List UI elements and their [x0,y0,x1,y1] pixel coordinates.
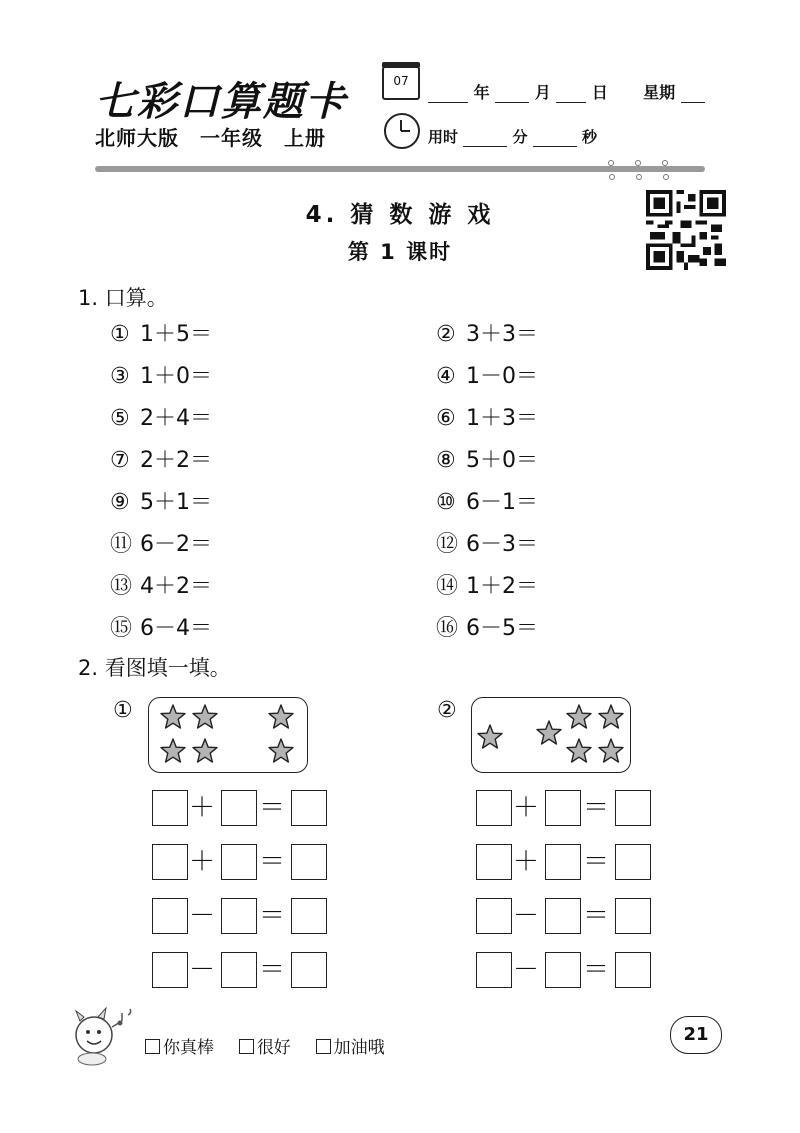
problem-marker: ⑦ [110,448,130,473]
oral-calc-problem [110,359,272,390]
star-icon [566,738,592,764]
answer-box[interactable] [152,898,188,934]
answer-box[interactable] [545,898,581,934]
star-icon [160,704,186,730]
date-fields [428,80,705,103]
oral-calc-problem [110,443,272,474]
problem-marker: ⑧ [436,448,456,473]
clock-icon [384,113,420,149]
problem-marker: ⑥ [436,406,456,431]
problem-marker: ⑨ [110,490,130,515]
answer-box[interactable] [291,898,327,934]
star-icon [192,704,218,730]
problem-expression: 2＋2＝ [140,448,212,473]
oral-calc-problem [436,359,598,390]
oral-calc-problem [436,443,598,474]
oral-calc-problem [110,569,272,600]
problem-marker: ① [110,322,130,347]
option-great: 你真棒 [163,1038,214,1058]
answer-box[interactable] [291,952,327,988]
problem-expression: 1＋3＝ [466,406,538,431]
section-2-heading: 2. 看图填一填。 [78,656,231,680]
answer-box[interactable] [615,898,651,934]
binder-ring-icon [661,160,667,180]
operator: ＝ [259,955,286,985]
oral-calc-problem [436,401,598,432]
option-keep-going: 加油哦 [333,1038,385,1058]
problem-expression: 6－4＝ [140,616,212,641]
operator: ＋ [513,793,540,823]
operator: － [189,955,216,985]
operator: ＝ [583,955,610,985]
problem-expression: 6－1＝ [466,490,538,515]
operator: ＝ [583,793,610,823]
minute-label: 分 [512,128,528,146]
oral-calc-problem [436,527,598,558]
problem-marker: ④ [436,364,456,389]
problem-expression: 6－5＝ [466,616,538,641]
checkbox-keep-going[interactable] [316,1039,331,1054]
checkbox-good[interactable] [239,1039,254,1054]
operator: － [513,901,540,931]
problem-expression: 3＋3＝ [466,322,538,347]
problem-expression: 6－2＝ [140,532,212,557]
lesson-subtitle: 第 1 课时 [347,240,453,264]
calendar-number: 07 [393,74,409,88]
star-icon [268,704,294,730]
operator: ＝ [259,793,286,823]
section-1-heading: 1. 口算。 [78,286,168,310]
problem-expression: 6－3＝ [466,532,538,557]
problem-expression: 5＋1＝ [140,490,212,515]
star-icon [477,724,503,750]
answer-box[interactable] [152,952,188,988]
star-icon [268,738,294,764]
year-blank[interactable] [428,102,468,103]
oral-calc-problem [110,317,272,348]
answer-box[interactable] [221,898,257,934]
time-fields [428,126,597,147]
page-number: 21 [670,1016,722,1054]
second-label: 秒 [581,128,597,146]
operator: ＝ [259,901,286,931]
problem-expression: 1－0＝ [466,364,538,389]
operator: － [513,955,540,985]
answer-box[interactable] [221,952,257,988]
problem-marker: ⑫ [436,532,459,557]
answer-box[interactable] [221,790,257,826]
problem-marker: ⑪ [110,532,133,557]
answer-box[interactable] [545,844,581,880]
operator: ＋ [189,847,216,877]
calendar-icon [382,66,420,100]
self-evaluation [145,1033,385,1058]
oral-calc-problem [110,611,272,642]
figure-marker: ① [113,698,133,723]
oral-calc-problem [436,569,598,600]
answer-box[interactable] [615,844,651,880]
answer-box[interactable] [152,844,188,880]
problem-expression: 1＋0＝ [140,364,212,389]
binder-ring-icon [634,160,640,180]
star-icon [536,720,562,746]
problem-marker: ⑤ [110,406,130,431]
minute-blank[interactable] [463,146,507,147]
star-icon [192,738,218,764]
oral-calc-problem [436,611,598,642]
problem-marker: ⑬ [110,574,133,599]
answer-box[interactable] [545,790,581,826]
answer-box[interactable] [615,952,651,988]
problem-expression: 1＋2＝ [466,574,538,599]
problem-marker: ② [436,322,456,347]
problem-marker: ③ [110,364,130,389]
answer-box[interactable] [545,952,581,988]
answer-box[interactable] [221,844,257,880]
problem-marker: ⑮ [110,616,133,641]
second-blank[interactable] [533,146,577,147]
answer-box[interactable] [476,790,512,826]
oral-calc-problem [110,527,272,558]
day-blank[interactable] [556,102,586,103]
problem-expression: 4＋2＝ [140,574,212,599]
oral-calc-problem [436,485,598,516]
answer-box[interactable] [152,790,188,826]
operator: ＝ [583,901,610,931]
operator: － [189,901,216,931]
checkbox-great[interactable] [145,1039,160,1054]
star-icon [598,704,624,730]
answer-box[interactable] [476,844,512,880]
year-label: 年 [473,83,490,102]
operator: ＝ [259,847,286,877]
month-label: 月 [534,83,551,102]
answer-box[interactable] [476,898,512,934]
star-icon [598,738,624,764]
header-divider [95,166,705,172]
answer-box[interactable] [476,952,512,988]
figure-marker: ② [437,698,457,723]
lesson-title: 4. 猜 数 游 戏 [305,202,495,228]
problem-expression: 2＋4＝ [140,406,212,431]
brand-title: 七彩口算题卡 [95,78,347,125]
oral-calc-problem [110,485,272,516]
oral-calc-problem [436,317,598,348]
weekday-blank[interactable] [681,102,705,103]
problem-marker: ⑭ [436,574,459,599]
operator: ＋ [189,793,216,823]
star-icon [160,738,186,764]
answer-box[interactable] [291,790,327,826]
binder-ring-icon [607,160,613,180]
operator: ＋ [513,847,540,877]
weekday-label: 星期 [643,83,676,102]
problem-marker: ⑩ [436,490,456,515]
option-good: 很好 [256,1038,291,1058]
answer-box[interactable] [615,790,651,826]
oral-calc-problem [110,401,272,432]
problem-marker: ⑯ [436,616,459,641]
problem-expression: 5＋0＝ [466,448,538,473]
time-used-label: 用时 [428,128,459,146]
edition-label: 北师大版 一年级 上册 [95,126,326,150]
day-label: 日 [591,83,608,102]
problem-expression: 1＋5＝ [140,322,212,347]
month-blank[interactable] [495,102,529,103]
answer-box[interactable] [291,844,327,880]
star-icon [566,704,592,730]
operator: ＝ [583,847,610,877]
mascot-icon [68,1005,140,1067]
